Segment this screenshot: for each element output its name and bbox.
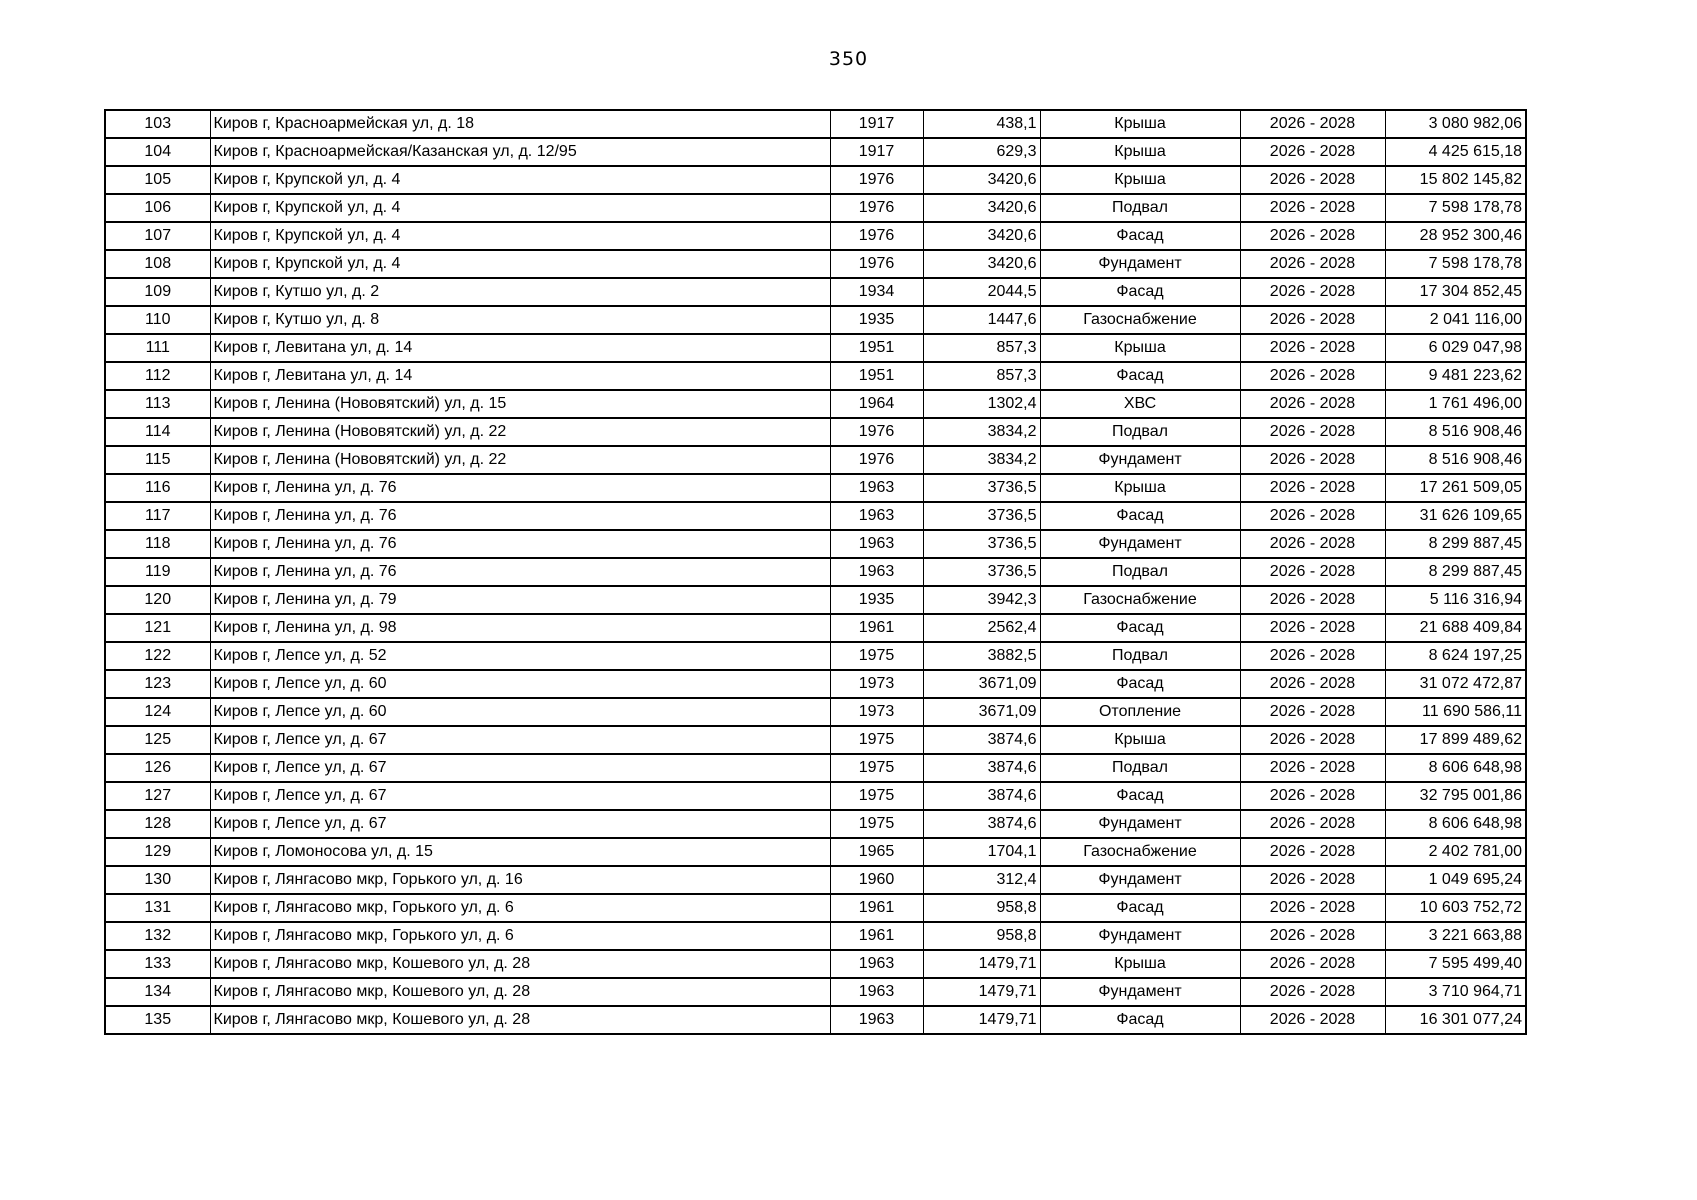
cost-cell: 8 624 197,25 bbox=[1385, 642, 1526, 670]
year-built-cell: 1935 bbox=[830, 306, 923, 334]
table-row bbox=[105, 278, 1526, 306]
table-row bbox=[105, 418, 1526, 446]
year-built-cell: 1951 bbox=[830, 362, 923, 390]
work-type-cell: Газоснабжение bbox=[1040, 586, 1240, 614]
address-cell: Киров г, Ломоносова ул, д. 15 bbox=[210, 838, 830, 866]
period-cell: 2026 - 2028 bbox=[1240, 950, 1385, 978]
work-type-cell: Фасад bbox=[1040, 1006, 1240, 1034]
address-cell: Киров г, Крупской ул, д. 4 bbox=[210, 222, 830, 250]
cost-cell: 15 802 145,82 bbox=[1385, 166, 1526, 194]
work-type-cell: Фасад bbox=[1040, 670, 1240, 698]
address-cell: Киров г, Ленина (Нововятский) ул, д. 22 bbox=[210, 446, 830, 474]
table-row bbox=[105, 670, 1526, 698]
year-built-cell: 1973 bbox=[830, 670, 923, 698]
work-type-cell: Фундамент bbox=[1040, 250, 1240, 278]
year-built-cell: 1963 bbox=[830, 978, 923, 1006]
work-type-cell: Фасад bbox=[1040, 278, 1240, 306]
table-body bbox=[105, 110, 1526, 1034]
area-cell: 629,3 bbox=[923, 138, 1040, 166]
address-cell: Киров г, Лепсе ул, д. 67 bbox=[210, 810, 830, 838]
row-number: 122 bbox=[105, 642, 210, 670]
table-row bbox=[105, 866, 1526, 894]
cost-cell: 16 301 077,24 bbox=[1385, 1006, 1526, 1034]
area-cell: 1479,71 bbox=[923, 978, 1040, 1006]
area-cell: 1479,71 bbox=[923, 950, 1040, 978]
table-row bbox=[105, 782, 1526, 810]
year-built-cell: 1975 bbox=[830, 726, 923, 754]
work-type-cell: Крыша bbox=[1040, 950, 1240, 978]
row-number: 111 bbox=[105, 334, 210, 362]
address-cell: Киров г, Крупской ул, д. 4 bbox=[210, 194, 830, 222]
work-type-cell: Подвал bbox=[1040, 558, 1240, 586]
area-cell: 1704,1 bbox=[923, 838, 1040, 866]
area-cell: 3736,5 bbox=[923, 530, 1040, 558]
year-built-cell: 1935 bbox=[830, 586, 923, 614]
cost-cell: 7 595 499,40 bbox=[1385, 950, 1526, 978]
year-built-cell: 1934 bbox=[830, 278, 923, 306]
period-cell: 2026 - 2028 bbox=[1240, 250, 1385, 278]
table-row bbox=[105, 726, 1526, 754]
address-cell: Киров г, Лепсе ул, д. 67 bbox=[210, 754, 830, 782]
area-cell: 1447,6 bbox=[923, 306, 1040, 334]
area-cell: 958,8 bbox=[923, 922, 1040, 950]
work-type-cell: ХВС bbox=[1040, 390, 1240, 418]
table-row bbox=[105, 558, 1526, 586]
page-number: 350 bbox=[828, 48, 869, 70]
row-number: 129 bbox=[105, 838, 210, 866]
cost-cell: 7 598 178,78 bbox=[1385, 250, 1526, 278]
row-number: 109 bbox=[105, 278, 210, 306]
year-built-cell: 1951 bbox=[830, 334, 923, 362]
work-type-cell: Крыша bbox=[1040, 138, 1240, 166]
table-row bbox=[105, 390, 1526, 418]
row-number: 118 bbox=[105, 530, 210, 558]
row-number: 116 bbox=[105, 474, 210, 502]
work-type-cell: Подвал bbox=[1040, 642, 1240, 670]
cost-cell: 1 049 695,24 bbox=[1385, 866, 1526, 894]
row-number: 127 bbox=[105, 782, 210, 810]
area-cell: 312,4 bbox=[923, 866, 1040, 894]
period-cell: 2026 - 2028 bbox=[1240, 166, 1385, 194]
period-cell: 2026 - 2028 bbox=[1240, 390, 1385, 418]
area-cell: 3420,6 bbox=[923, 222, 1040, 250]
area-cell: 3874,6 bbox=[923, 782, 1040, 810]
row-number: 105 bbox=[105, 166, 210, 194]
row-number: 126 bbox=[105, 754, 210, 782]
cost-cell: 1 761 496,00 bbox=[1385, 390, 1526, 418]
address-cell: Киров г, Лянгасово мкр, Горького ул, д. 16 bbox=[210, 866, 830, 894]
row-number: 106 bbox=[105, 194, 210, 222]
address-cell: Киров г, Лепсе ул, д. 52 bbox=[210, 642, 830, 670]
table-row bbox=[105, 586, 1526, 614]
area-cell: 3874,6 bbox=[923, 754, 1040, 782]
cost-cell: 8 299 887,45 bbox=[1385, 530, 1526, 558]
row-number: 114 bbox=[105, 418, 210, 446]
area-cell: 3834,2 bbox=[923, 418, 1040, 446]
work-type-cell: Фундамент bbox=[1040, 978, 1240, 1006]
period-cell: 2026 - 2028 bbox=[1240, 194, 1385, 222]
row-number: 103 bbox=[105, 110, 210, 138]
table-row bbox=[105, 530, 1526, 558]
area-cell: 3874,6 bbox=[923, 726, 1040, 754]
cost-cell: 17 899 489,62 bbox=[1385, 726, 1526, 754]
period-cell: 2026 - 2028 bbox=[1240, 894, 1385, 922]
table-row bbox=[105, 166, 1526, 194]
table-row bbox=[105, 446, 1526, 474]
year-built-cell: 1963 bbox=[830, 558, 923, 586]
year-built-cell: 1976 bbox=[830, 194, 923, 222]
work-type-cell: Фундамент bbox=[1040, 866, 1240, 894]
cost-cell: 8 606 648,98 bbox=[1385, 754, 1526, 782]
year-built-cell: 1976 bbox=[830, 250, 923, 278]
cost-cell: 8 516 908,46 bbox=[1385, 418, 1526, 446]
cost-cell: 3 221 663,88 bbox=[1385, 922, 1526, 950]
table-row bbox=[105, 838, 1526, 866]
work-type-cell: Крыша bbox=[1040, 110, 1240, 138]
address-cell: Киров г, Ленина (Нововятский) ул, д. 15 bbox=[210, 390, 830, 418]
work-type-cell: Подвал bbox=[1040, 754, 1240, 782]
row-number: 119 bbox=[105, 558, 210, 586]
year-built-cell: 1917 bbox=[830, 110, 923, 138]
table-row bbox=[105, 810, 1526, 838]
period-cell: 2026 - 2028 bbox=[1240, 866, 1385, 894]
row-number: 107 bbox=[105, 222, 210, 250]
address-cell: Киров г, Ленина ул, д. 76 bbox=[210, 474, 830, 502]
row-number: 133 bbox=[105, 950, 210, 978]
area-cell: 3420,6 bbox=[923, 194, 1040, 222]
cost-cell: 9 481 223,62 bbox=[1385, 362, 1526, 390]
work-type-cell: Фасад bbox=[1040, 362, 1240, 390]
row-number: 125 bbox=[105, 726, 210, 754]
cost-cell: 2 041 116,00 bbox=[1385, 306, 1526, 334]
period-cell: 2026 - 2028 bbox=[1240, 1006, 1385, 1034]
cost-cell: 7 598 178,78 bbox=[1385, 194, 1526, 222]
address-cell: Киров г, Левитана ул, д. 14 bbox=[210, 334, 830, 362]
year-built-cell: 1976 bbox=[830, 166, 923, 194]
area-cell: 3942,3 bbox=[923, 586, 1040, 614]
period-cell: 2026 - 2028 bbox=[1240, 474, 1385, 502]
address-cell: Киров г, Ленина ул, д. 76 bbox=[210, 502, 830, 530]
period-cell: 2026 - 2028 bbox=[1240, 978, 1385, 1006]
work-type-cell: Крыша bbox=[1040, 166, 1240, 194]
year-built-cell: 1960 bbox=[830, 866, 923, 894]
row-number: 120 bbox=[105, 586, 210, 614]
cost-cell: 4 425 615,18 bbox=[1385, 138, 1526, 166]
address-cell: Киров г, Ленина ул, д. 98 bbox=[210, 614, 830, 642]
year-built-cell: 1963 bbox=[830, 502, 923, 530]
address-cell: Киров г, Лянгасово мкр, Кошевого ул, д. 28 bbox=[210, 1006, 830, 1034]
work-type-cell: Фасад bbox=[1040, 222, 1240, 250]
period-cell: 2026 - 2028 bbox=[1240, 698, 1385, 726]
period-cell: 2026 - 2028 bbox=[1240, 446, 1385, 474]
table-row bbox=[105, 922, 1526, 950]
address-cell: Киров г, Кутшо ул, д. 2 bbox=[210, 278, 830, 306]
area-cell: 958,8 bbox=[923, 894, 1040, 922]
year-built-cell: 1976 bbox=[830, 222, 923, 250]
work-type-cell: Крыша bbox=[1040, 474, 1240, 502]
work-type-cell: Отопление bbox=[1040, 698, 1240, 726]
area-cell: 438,1 bbox=[923, 110, 1040, 138]
year-built-cell: 1963 bbox=[830, 474, 923, 502]
address-cell: Киров г, Красноармейская ул, д. 18 bbox=[210, 110, 830, 138]
year-built-cell: 1964 bbox=[830, 390, 923, 418]
row-number: 104 bbox=[105, 138, 210, 166]
row-number: 121 bbox=[105, 614, 210, 642]
address-cell: Киров г, Лянгасово мкр, Горького ул, д. 6 bbox=[210, 894, 830, 922]
work-type-cell: Подвал bbox=[1040, 418, 1240, 446]
work-type-cell: Крыша bbox=[1040, 726, 1240, 754]
cost-cell: 3 710 964,71 bbox=[1385, 978, 1526, 1006]
cost-cell: 28 952 300,46 bbox=[1385, 222, 1526, 250]
row-number: 135 bbox=[105, 1006, 210, 1034]
area-cell: 1302,4 bbox=[923, 390, 1040, 418]
area-cell: 3736,5 bbox=[923, 558, 1040, 586]
row-number: 112 bbox=[105, 362, 210, 390]
period-cell: 2026 - 2028 bbox=[1240, 362, 1385, 390]
row-number: 110 bbox=[105, 306, 210, 334]
area-cell: 3882,5 bbox=[923, 642, 1040, 670]
cost-cell: 32 795 001,86 bbox=[1385, 782, 1526, 810]
cost-cell: 31 072 472,87 bbox=[1385, 670, 1526, 698]
address-cell: Киров г, Лепсе ул, д. 60 bbox=[210, 670, 830, 698]
period-cell: 2026 - 2028 bbox=[1240, 726, 1385, 754]
period-cell: 2026 - 2028 bbox=[1240, 278, 1385, 306]
period-cell: 2026 - 2028 bbox=[1240, 530, 1385, 558]
address-cell: Киров г, Ленина ул, д. 79 bbox=[210, 586, 830, 614]
area-cell: 2562,4 bbox=[923, 614, 1040, 642]
work-type-cell: Крыша bbox=[1040, 334, 1240, 362]
area-cell: 3736,5 bbox=[923, 502, 1040, 530]
table-row bbox=[105, 306, 1526, 334]
row-number: 124 bbox=[105, 698, 210, 726]
period-cell: 2026 - 2028 bbox=[1240, 838, 1385, 866]
work-type-cell: Фундамент bbox=[1040, 922, 1240, 950]
row-number: 123 bbox=[105, 670, 210, 698]
period-cell: 2026 - 2028 bbox=[1240, 782, 1385, 810]
cost-cell: 17 304 852,45 bbox=[1385, 278, 1526, 306]
address-cell: Киров г, Красноармейская/Казанская ул, д. 12/95 bbox=[210, 138, 830, 166]
work-type-cell: Фасад bbox=[1040, 502, 1240, 530]
address-cell: Киров г, Лянгасово мкр, Кошевого ул, д. 28 bbox=[210, 978, 830, 1006]
table-row bbox=[105, 334, 1526, 362]
work-type-cell: Газоснабжение bbox=[1040, 838, 1240, 866]
year-built-cell: 1975 bbox=[830, 754, 923, 782]
year-built-cell: 1976 bbox=[830, 418, 923, 446]
work-type-cell: Фундамент bbox=[1040, 530, 1240, 558]
address-cell: Киров г, Ленина ул, д. 76 bbox=[210, 558, 830, 586]
work-type-cell: Фасад bbox=[1040, 782, 1240, 810]
period-cell: 2026 - 2028 bbox=[1240, 306, 1385, 334]
area-cell: 3874,6 bbox=[923, 810, 1040, 838]
period-cell: 2026 - 2028 bbox=[1240, 222, 1385, 250]
year-built-cell: 1976 bbox=[830, 446, 923, 474]
year-built-cell: 1963 bbox=[830, 950, 923, 978]
row-number: 130 bbox=[105, 866, 210, 894]
row-number: 134 bbox=[105, 978, 210, 1006]
address-cell: Киров г, Лянгасово мкр, Кошевого ул, д. 28 bbox=[210, 950, 830, 978]
period-cell: 2026 - 2028 bbox=[1240, 614, 1385, 642]
year-built-cell: 1975 bbox=[830, 782, 923, 810]
table-row bbox=[105, 194, 1526, 222]
period-cell: 2026 - 2028 bbox=[1240, 418, 1385, 446]
year-built-cell: 1961 bbox=[830, 894, 923, 922]
work-type-cell: Газоснабжение bbox=[1040, 306, 1240, 334]
address-cell: Киров г, Лепсе ул, д. 67 bbox=[210, 726, 830, 754]
period-cell: 2026 - 2028 bbox=[1240, 334, 1385, 362]
area-cell: 3834,2 bbox=[923, 446, 1040, 474]
period-cell: 2026 - 2028 bbox=[1240, 586, 1385, 614]
cost-cell: 17 261 509,05 bbox=[1385, 474, 1526, 502]
cost-cell: 5 116 316,94 bbox=[1385, 586, 1526, 614]
area-cell: 857,3 bbox=[923, 362, 1040, 390]
year-built-cell: 1961 bbox=[830, 614, 923, 642]
area-cell: 3671,09 bbox=[923, 698, 1040, 726]
row-number: 132 bbox=[105, 922, 210, 950]
area-cell: 1479,71 bbox=[923, 1006, 1040, 1034]
table-row bbox=[105, 642, 1526, 670]
period-cell: 2026 - 2028 bbox=[1240, 810, 1385, 838]
table-row bbox=[105, 950, 1526, 978]
year-built-cell: 1975 bbox=[830, 810, 923, 838]
period-cell: 2026 - 2028 bbox=[1240, 670, 1385, 698]
address-cell: Киров г, Кутшо ул, д. 8 bbox=[210, 306, 830, 334]
year-built-cell: 1975 bbox=[830, 642, 923, 670]
table-row bbox=[105, 502, 1526, 530]
work-type-cell: Подвал bbox=[1040, 194, 1240, 222]
address-cell: Киров г, Лепсе ул, д. 67 bbox=[210, 782, 830, 810]
area-cell: 3671,09 bbox=[923, 670, 1040, 698]
row-number: 115 bbox=[105, 446, 210, 474]
address-cell: Киров г, Ленина (Нововятский) ул, д. 22 bbox=[210, 418, 830, 446]
table-row bbox=[105, 362, 1526, 390]
table-row bbox=[105, 474, 1526, 502]
cost-cell: 3 080 982,06 bbox=[1385, 110, 1526, 138]
cost-cell: 10 603 752,72 bbox=[1385, 894, 1526, 922]
work-type-cell: Фасад bbox=[1040, 894, 1240, 922]
cost-cell: 31 626 109,65 bbox=[1385, 502, 1526, 530]
address-cell: Киров г, Крупской ул, д. 4 bbox=[210, 250, 830, 278]
table-row bbox=[105, 222, 1526, 250]
work-type-cell: Фасад bbox=[1040, 614, 1240, 642]
row-number: 117 bbox=[105, 502, 210, 530]
year-built-cell: 1965 bbox=[830, 838, 923, 866]
year-built-cell: 1963 bbox=[830, 530, 923, 558]
year-built-cell: 1961 bbox=[830, 922, 923, 950]
table-row bbox=[105, 894, 1526, 922]
repair-program-table bbox=[104, 109, 1527, 1035]
table-row bbox=[105, 614, 1526, 642]
period-cell: 2026 - 2028 bbox=[1240, 922, 1385, 950]
cost-cell: 8 516 908,46 bbox=[1385, 446, 1526, 474]
row-number: 131 bbox=[105, 894, 210, 922]
period-cell: 2026 - 2028 bbox=[1240, 110, 1385, 138]
year-built-cell: 1973 bbox=[830, 698, 923, 726]
table-row bbox=[105, 138, 1526, 166]
area-cell: 2044,5 bbox=[923, 278, 1040, 306]
cost-cell: 6 029 047,98 bbox=[1385, 334, 1526, 362]
period-cell: 2026 - 2028 bbox=[1240, 558, 1385, 586]
address-cell: Киров г, Ленина ул, д. 76 bbox=[210, 530, 830, 558]
address-cell: Киров г, Лепсе ул, д. 60 bbox=[210, 698, 830, 726]
cost-cell: 11 690 586,11 bbox=[1385, 698, 1526, 726]
area-cell: 3420,6 bbox=[923, 250, 1040, 278]
table-row bbox=[105, 250, 1526, 278]
period-cell: 2026 - 2028 bbox=[1240, 754, 1385, 782]
work-type-cell: Фундамент bbox=[1040, 446, 1240, 474]
row-number: 108 bbox=[105, 250, 210, 278]
year-built-cell: 1963 bbox=[830, 1006, 923, 1034]
period-cell: 2026 - 2028 bbox=[1240, 138, 1385, 166]
area-cell: 857,3 bbox=[923, 334, 1040, 362]
cost-cell: 2 402 781,00 bbox=[1385, 838, 1526, 866]
area-cell: 3420,6 bbox=[923, 166, 1040, 194]
cost-cell: 21 688 409,84 bbox=[1385, 614, 1526, 642]
work-type-cell: Фундамент bbox=[1040, 810, 1240, 838]
cost-cell: 8 606 648,98 bbox=[1385, 810, 1526, 838]
table-row bbox=[105, 754, 1526, 782]
table-row bbox=[105, 110, 1526, 138]
table-row bbox=[105, 978, 1526, 1006]
address-cell: Киров г, Левитана ул, д. 14 bbox=[210, 362, 830, 390]
row-number: 113 bbox=[105, 390, 210, 418]
area-cell: 3736,5 bbox=[923, 474, 1040, 502]
table-row bbox=[105, 698, 1526, 726]
address-cell: Киров г, Лянгасово мкр, Горького ул, д. 6 bbox=[210, 922, 830, 950]
table-row bbox=[105, 1006, 1526, 1034]
row-number: 128 bbox=[105, 810, 210, 838]
address-cell: Киров г, Крупской ул, д. 4 bbox=[210, 166, 830, 194]
period-cell: 2026 - 2028 bbox=[1240, 642, 1385, 670]
period-cell: 2026 - 2028 bbox=[1240, 502, 1385, 530]
cost-cell: 8 299 887,45 bbox=[1385, 558, 1526, 586]
year-built-cell: 1917 bbox=[830, 138, 923, 166]
